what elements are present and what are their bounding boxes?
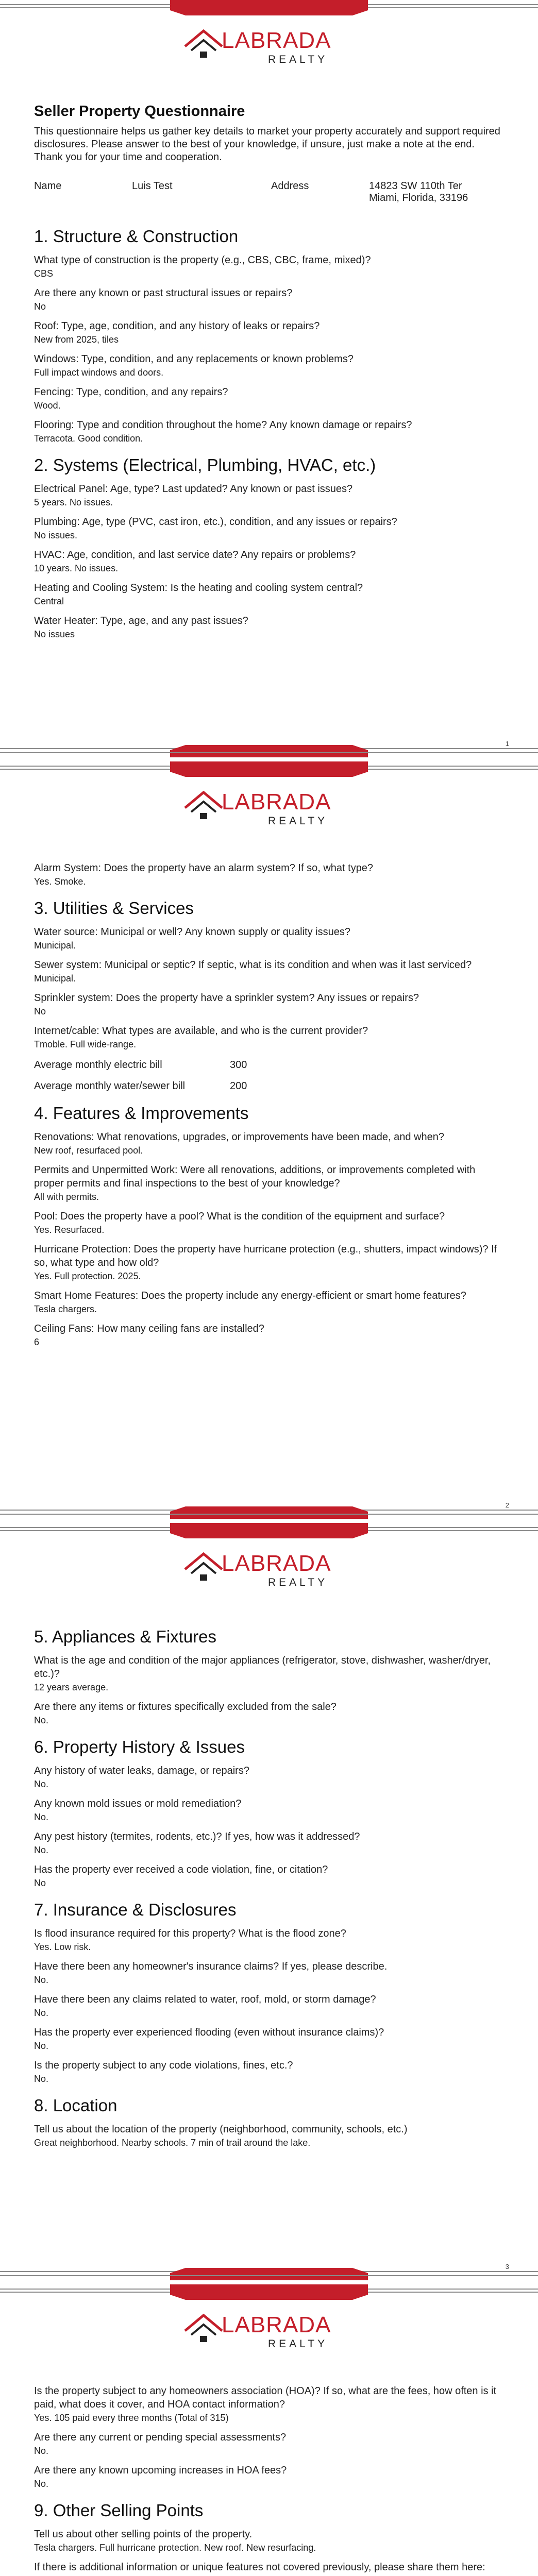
answer: No xyxy=(34,301,46,312)
page-2 xyxy=(0,761,538,1523)
answer: No. xyxy=(34,1779,49,1789)
answer: CBS xyxy=(34,268,54,279)
house-logo-icon xyxy=(183,1550,224,1591)
company-logo xyxy=(0,27,538,68)
answer: Tesla chargers. Full hurricane protection. New roof. New resurfacing. xyxy=(34,2543,316,2553)
page-footer xyxy=(0,2260,538,2280)
question: Fencing: Type, condition, and any repairs? xyxy=(34,386,228,398)
question: If there is additional information or unique features not covered previously, please share them here: xyxy=(34,2562,485,2573)
answer: No xyxy=(34,1006,46,1016)
name-value: Luis Test xyxy=(132,180,173,192)
question: HVAC: Age, condition, and last service date? Any repairs or problems? xyxy=(34,549,356,561)
logo-name: LABRADA xyxy=(222,2312,331,2337)
question: Any known mold issues or mold remediation? xyxy=(34,1798,242,1809)
question: Sewer system: Municipal or septic? If septic, what is its condition and when was it last serviced? xyxy=(34,959,472,971)
question: Tell us about the location of the property (neighborhood, community, schools, etc.) xyxy=(34,2124,408,2135)
question: Internet/cable: What types are available, and who is the current provider? xyxy=(34,1025,368,1037)
answer: No. xyxy=(34,1715,49,1725)
answer: No xyxy=(34,1878,46,1888)
section-heading: 7. Insurance & Disclosures xyxy=(34,1900,237,1919)
question: Windows: Type, condition, and any replacements or known problems? xyxy=(34,353,354,365)
section-heading: 5. Appliances & Fixtures xyxy=(34,1627,217,1646)
answer: Tmoble. Full wide-range. xyxy=(34,1039,137,1049)
answer: No issues xyxy=(34,629,75,639)
answer: Yes. Smoke. xyxy=(34,876,86,887)
question: Tell us about other selling points of the property. xyxy=(34,2529,253,2540)
answer: No. xyxy=(34,1975,49,1985)
address-line-1: 14823 SW 110th Ter xyxy=(369,180,462,192)
question: Any pest history (termites, rodents, etc.)? If yes, how was it addressed? xyxy=(34,1831,360,1842)
page-header xyxy=(0,761,538,777)
page-header xyxy=(0,2284,538,2300)
answer: Municipal. xyxy=(34,940,76,951)
question: Are there any current or pending special assessments? xyxy=(34,2432,287,2443)
page-title: Seller Property Questionnaire xyxy=(34,103,245,120)
page-number: 1 xyxy=(505,740,509,748)
question: Water source: Municipal or well? Any known supply or quality issues? xyxy=(34,926,350,938)
question: Is flood insurance required for this property? What is the flood zone? xyxy=(34,1928,346,1939)
answer: No issues. xyxy=(34,530,78,540)
answer: No. xyxy=(34,2479,49,2489)
question: Has the property ever experienced flooding (even without insurance claims)? xyxy=(34,2027,384,2038)
question: Hurricane Protection: Does the property have hurricane protection (e.g., shutters, impact windows)? If so, what type and how old? xyxy=(34,1244,497,1268)
answer: Wood. xyxy=(34,400,61,411)
question: Permits and Unpermitted Work: Were all renovations, additions, or improvements completed with proper permits and final inspections to the best of your knowledge? xyxy=(34,1164,476,1189)
question: Pool: Does the property have a pool? What is the condition of the equipment and surface? xyxy=(34,1211,445,1222)
logo-name: LABRADA xyxy=(222,789,331,815)
answer: No. xyxy=(34,2041,49,2051)
page-3 xyxy=(0,1523,538,2284)
section-heading: 9. Other Selling Points xyxy=(34,2501,204,2520)
question: Is the property subject to any code violations, fines, etc.? xyxy=(34,2060,293,2071)
page-4 xyxy=(0,2284,538,2576)
question: Roof: Type, age, condition, and any history of leaks or repairs? xyxy=(34,320,320,332)
question: Are there any known or past structural issues or repairs? xyxy=(34,287,293,299)
answer: 6 xyxy=(34,1337,40,1347)
question: Plumbing: Age, type (PVC, cast iron, etc.), condition, and any issues or repairs? xyxy=(34,516,397,528)
question: Any history of water leaks, damage, or repairs? xyxy=(34,1765,249,1776)
answer: 5 years. No issues. xyxy=(34,497,113,507)
water-bill-label: Average monthly water/sewer bill xyxy=(34,1080,186,1092)
logo-name: LABRADA xyxy=(222,1551,331,1576)
question: Water Heater: Type, age, and any past issues? xyxy=(34,615,248,626)
answer: All with permits. xyxy=(34,1192,99,1202)
intro-text: This questionnaire helps us gather key details to market your property accurately and support required disclosures. Please answer to the best of your knowledge, if unsure, just make a note at the end. Thank you for your time and cooperation. xyxy=(34,126,500,163)
page-number: 3 xyxy=(505,2263,509,2270)
page-1 xyxy=(0,0,538,761)
question: What is the age and condition of the major appliances (refrigerator, stove, dishwasher, washer/dryer, etc.)? xyxy=(34,1655,491,1680)
house-logo-icon xyxy=(183,2311,224,2352)
answer: Terracota. Good condition. xyxy=(34,433,143,444)
logo-subtitle: REALTY xyxy=(268,1577,328,1588)
answer: Great neighborhood. Nearby schools. 7 min of trail around the lake. xyxy=(34,2138,311,2148)
company-logo xyxy=(0,788,538,829)
answer: No. xyxy=(34,2008,49,2018)
owner-info xyxy=(34,180,504,204)
house-logo-icon xyxy=(183,788,224,829)
page-header xyxy=(0,1523,538,1538)
question: Heating and Cooling System: Is the heating and cooling system central? xyxy=(34,582,363,594)
question: Flooring: Type and condition throughout the home? Any known damage or repairs? xyxy=(34,419,412,431)
question: Electrical Panel: Age, type? Last updated? Any known or past issues? xyxy=(34,483,353,495)
house-logo-icon xyxy=(183,27,224,68)
page-footer xyxy=(0,1498,538,1519)
answer: Yes. Low risk. xyxy=(34,1942,91,1952)
question: Ceiling Fans: How many ceiling fans are installed? xyxy=(34,1323,264,1334)
page-header xyxy=(0,0,538,15)
answer: No. xyxy=(34,2446,49,2456)
question: Are there any items or fixtures specifically excluded from the sale? xyxy=(34,1701,337,1713)
question: Alarm System: Does the property have an alarm system? If so, what type? xyxy=(34,862,374,874)
question: Sprinkler system: Does the property have a sprinkler system? Any issues or repairs? xyxy=(34,992,419,1004)
answer: 10 years. No issues. xyxy=(34,563,119,573)
logo-name: LABRADA xyxy=(222,28,331,53)
company-logo xyxy=(0,2311,538,2352)
section-heading: 3. Utilities & Services xyxy=(34,899,194,918)
answer: New from 2025, tiles xyxy=(34,334,119,345)
answer: Full impact windows and doors. xyxy=(34,367,164,378)
section-heading: 2. Systems (Electrical, Plumbing, HVAC, etc.) xyxy=(34,455,376,474)
section-heading: 4. Features & Improvements xyxy=(34,1104,249,1123)
question: Has the property ever received a code violation, fine, or citation? xyxy=(34,1864,328,1875)
section-heading: 6. Property History & Issues xyxy=(34,1737,245,1756)
question: Are there any known upcoming increases in HOA fees? xyxy=(34,2465,287,2476)
company-logo xyxy=(0,1550,538,1591)
answer: 12 years average. xyxy=(34,1682,109,1692)
answer: Central xyxy=(34,596,64,606)
name-label: Name xyxy=(34,180,62,192)
question: What type of construction is the property (e.g., CBS, CBC, frame, mixed)? xyxy=(34,255,371,266)
question: Renovations: What renovations, upgrades, or improvements have been made, and when? xyxy=(34,1131,445,1143)
answer: Tesla chargers. xyxy=(34,1304,97,1314)
answer: Yes. Resurfaced. xyxy=(34,1225,105,1235)
answer: New roof, resurfaced pool. xyxy=(34,1145,143,1156)
question: Smart Home Features: Does the property include any energy-efficient or smart home features? xyxy=(34,1290,466,1301)
answer: Yes. 105 paid every three months (Total of 315) xyxy=(34,2413,229,2423)
logo-subtitle: REALTY xyxy=(268,815,328,827)
section-heading: 1. Structure & Construction xyxy=(34,227,239,246)
answer: Yes. Full protection. 2025. xyxy=(34,1271,141,1281)
electric-bill-row xyxy=(34,1059,504,1071)
question: Have there been any homeowner's insurance claims? If yes, please describe. xyxy=(34,1961,388,1972)
page-footer xyxy=(0,737,538,757)
answer: No. xyxy=(34,1812,49,1822)
answer: No. xyxy=(34,1845,49,1855)
address-label: Address xyxy=(271,180,309,192)
answer: No. xyxy=(34,2074,49,2084)
question: Is the property subject to any homeowners association (HOA)? If so, what are the fees, how often is it paid, what does it cover, and HOA contact information? xyxy=(34,2385,497,2410)
electric-bill-value: 300 xyxy=(230,1059,247,1071)
logo-subtitle: REALTY xyxy=(268,2338,328,2350)
water-bill-row xyxy=(34,1080,504,1092)
electric-bill-label: Average monthly electric bill xyxy=(34,1059,162,1071)
address-line-2: Miami, Florida, 33196 xyxy=(369,192,468,204)
section-heading: 8. Location xyxy=(34,2096,117,2115)
page-number: 2 xyxy=(505,1501,509,1509)
question: Have there been any claims related to water, roof, mold, or storm damage? xyxy=(34,1994,376,2005)
logo-subtitle: REALTY xyxy=(268,54,328,65)
answer: Municipal. xyxy=(34,973,76,984)
water-bill-value: 200 xyxy=(230,1080,247,1092)
